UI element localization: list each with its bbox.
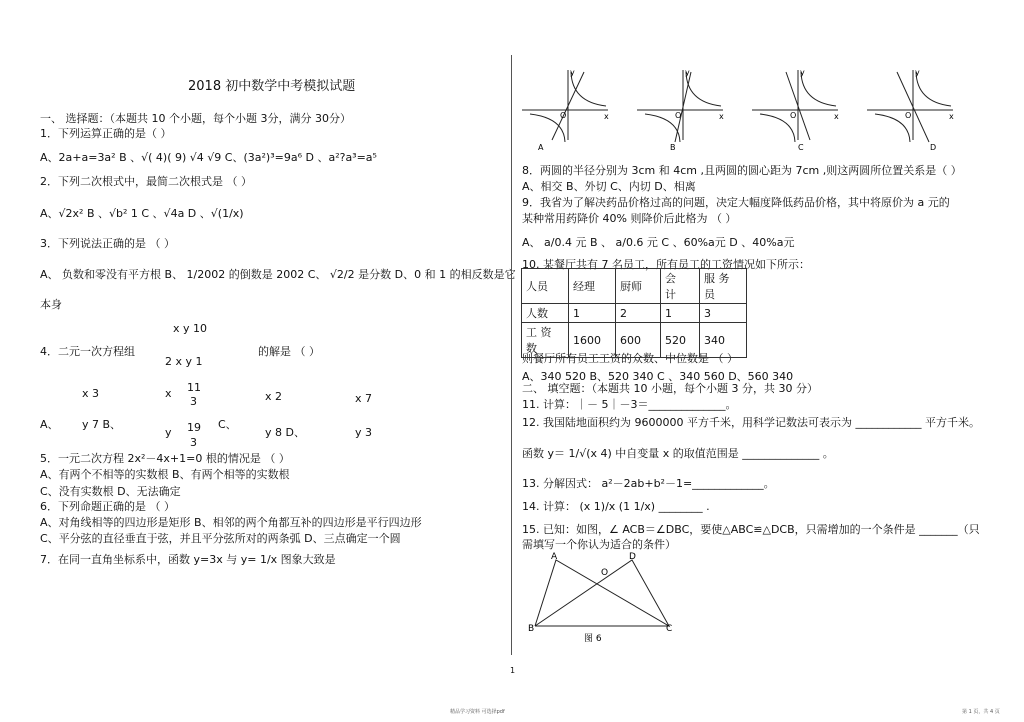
right-line: 函数 y＝ 1/√(x 4) 中自变量 x 的取值范围是 ______________ 。 [522, 447, 834, 460]
svg-text:y: y [800, 68, 805, 77]
table-cell: 人员 [522, 269, 569, 304]
section-1-header: 一、 选择题：（本题共 10 个小题，每个小题 3分，满分 30分） [40, 112, 351, 125]
left-line: 6．下列命题正确的是 （ ） [40, 500, 175, 513]
svg-text:O: O [790, 111, 797, 120]
point-o-label: O [601, 568, 609, 578]
point-c-label: C [666, 624, 673, 634]
left-line: x [165, 387, 172, 400]
graph-D [867, 68, 954, 152]
figure-caption: 图 6 [584, 634, 602, 644]
table-cell: 会 计 [661, 269, 700, 304]
svg-text:O: O [560, 111, 567, 120]
left-line: y 8 D、 [265, 426, 305, 439]
right-line: A、 a/0.4 元 B 、 a/0.6 元 C 、60%a元 D 、40%a元 [522, 236, 795, 249]
left-line: 1．下列运算正确的是（ ） [40, 127, 172, 140]
right-line: 某种常用药降价 40% 则降价后此格为 （ ） [522, 212, 737, 225]
right-line: 13. 分解因式： a²－2ab+b²－1=_____________。 [522, 477, 775, 490]
right-line: 9．我省为了解决药品价格过高的问题，决定大幅度降低药品价格，其中将原价为 a 元的 [522, 196, 950, 209]
left-line: A、√2x² B 、√b² 1 C 、√4a D 、√(1/x) [40, 207, 244, 220]
left-line: C、没有实数根 D、无法确定 [40, 485, 181, 498]
svg-text:x: x [719, 112, 724, 121]
table-cell: 服 务 员 [700, 269, 747, 304]
right-line: A、相交 B、外切 C、内切 D、相离 [522, 180, 696, 193]
graph-option-label: A [538, 143, 544, 152]
left-line: A、对角线相等的四边形是矩形 B、相邻的两个角都互补的四边形是平行四边形 [40, 516, 422, 529]
graph-option-label: D [930, 143, 937, 152]
left-line: A、有两个不相等的实数根 B、有两个相等的实数根 [40, 468, 290, 481]
right-line: 14. 计算： (x 1)/x (1 1/x) ________ . [522, 500, 710, 513]
right-line: 则餐厅所有员工工资的众数、中位数是 （ ） [522, 352, 738, 365]
left-line: 5．一元二次方程 2x²－4x+1=0 根的情况是 （ ） [40, 452, 290, 465]
svg-text:x: x [949, 112, 954, 121]
point-d-label: D [629, 552, 636, 562]
left-line: 3 [190, 395, 197, 408]
footer-right: 第 1 页，共 4 页 [962, 709, 1000, 715]
graph-B [637, 68, 724, 152]
graph-C [752, 68, 839, 152]
point-a-label: A [551, 552, 558, 562]
triangle-figure [528, 550, 688, 650]
svg-text:O: O [675, 111, 682, 120]
left-line: 7．在同一直角坐标系中，函数 y=3x 与 y= 1/x 图象大致是 [40, 553, 336, 566]
left-line: 本身 [40, 298, 62, 311]
graph-option-label: B [670, 143, 676, 152]
right-line: A、340 520 B、520 340 C 、340 560 D、560 340 [522, 370, 794, 383]
page-number: 1 [510, 666, 516, 675]
left-line: C、平分弦的直径垂直于弦，并且平分弦所对的两条弧 D、三点确定一个圆 [40, 532, 401, 545]
right-line: 12. 我国陆地面积约为 9600000 平方千米，用科学记数法可表示为 ____________ 平方千米。 [522, 416, 980, 429]
left-line: x y 10 [173, 322, 208, 335]
right-line: 10. 某餐厅共有 7 名员工，所有员工的工资情况如下所示： [522, 258, 810, 271]
function-graphs [520, 62, 1000, 152]
graph-option-label: C [798, 143, 804, 152]
column-divider [511, 55, 512, 655]
table-cell: 经理 [569, 269, 616, 304]
left-line: 2．下列二次根式中，最简二次根式是 （ ） [40, 175, 252, 188]
svg-text:y: y [570, 68, 575, 77]
table-cell: 人数 [522, 304, 569, 323]
table-cell: 600 [616, 323, 661, 358]
left-line: x 3 [82, 387, 100, 400]
left-line: C、 [218, 418, 237, 431]
right-line: 二、 填空题：（本题共 10 小题，每个小题 3 分，共 30 分） [522, 382, 818, 395]
table-cell: 3 [700, 304, 747, 323]
left-line: y [165, 426, 172, 439]
left-line: 19 [187, 421, 201, 434]
svg-text:y: y [915, 68, 920, 77]
graph-A [522, 68, 609, 152]
svg-text:O: O [905, 111, 912, 120]
table-cell: 2 [616, 304, 661, 323]
left-line: 2 x y 1 [165, 355, 203, 368]
left-line: A、 负数和零没有平方根 B、 1/2002 的倒数是 2002 C、 √2/2 是分数 D、0 和 1 的相反数是它 [40, 268, 516, 281]
right-line: 15. 已知：如图，∠ ACB＝∠DBC，要使△ABC≌△DCB，只需增加的一个条件是 _______（只 [522, 523, 980, 536]
svg-text:x: x [604, 112, 609, 121]
table-cell: 1 [661, 304, 700, 323]
svg-text:y: y [685, 68, 690, 77]
left-line: 的解是 （ ） [258, 345, 320, 358]
left-line: A、2a+a=3a² B 、√( 4)( 9) √4 √9 C、(3a²)³=9a⁶ D 、a²?a³=a⁵ [40, 151, 377, 164]
page-title: 2018 初中数学中考模拟试题 [188, 79, 356, 94]
right-line: 11. 计算：｜－ 5｜－3＝______________。 [522, 398, 737, 411]
right-line: 需填写一个你认为适合的条件） [522, 538, 676, 551]
left-line: y 7 B、 [82, 418, 122, 431]
table-cell: 340 [700, 323, 747, 358]
left-line: 11 [187, 381, 201, 394]
left-line: 3 [190, 436, 197, 449]
table-cell: 工 资 数 [522, 323, 569, 358]
table-cell: 厨师 [616, 269, 661, 304]
left-line: y 3 [355, 426, 373, 439]
point-b-label: B [528, 624, 535, 634]
left-line: 3．下列说法正确的是 （ ） [40, 237, 175, 250]
table-row [522, 304, 747, 323]
left-line: x 2 [265, 390, 283, 403]
staff-salary-table [521, 268, 747, 358]
table-cell: 520 [661, 323, 700, 358]
table-row [522, 323, 747, 358]
table-row [522, 269, 747, 304]
left-line: x 7 [355, 392, 373, 405]
left-line: 4．二元一次方程组 [40, 345, 135, 358]
table-cell: 1 [569, 304, 616, 323]
footer-left: 精品学习资料 可选择pdf [450, 709, 505, 715]
left-line: A、 [40, 418, 59, 431]
table-cell: 1600 [569, 323, 616, 358]
svg-text:x: x [834, 112, 839, 121]
right-line: 8．两圆的半径分别为 3cm 和 4cm ,且两圆的圆心距为 7cm ,则这两圆所位置关系是（ ） [522, 164, 962, 177]
